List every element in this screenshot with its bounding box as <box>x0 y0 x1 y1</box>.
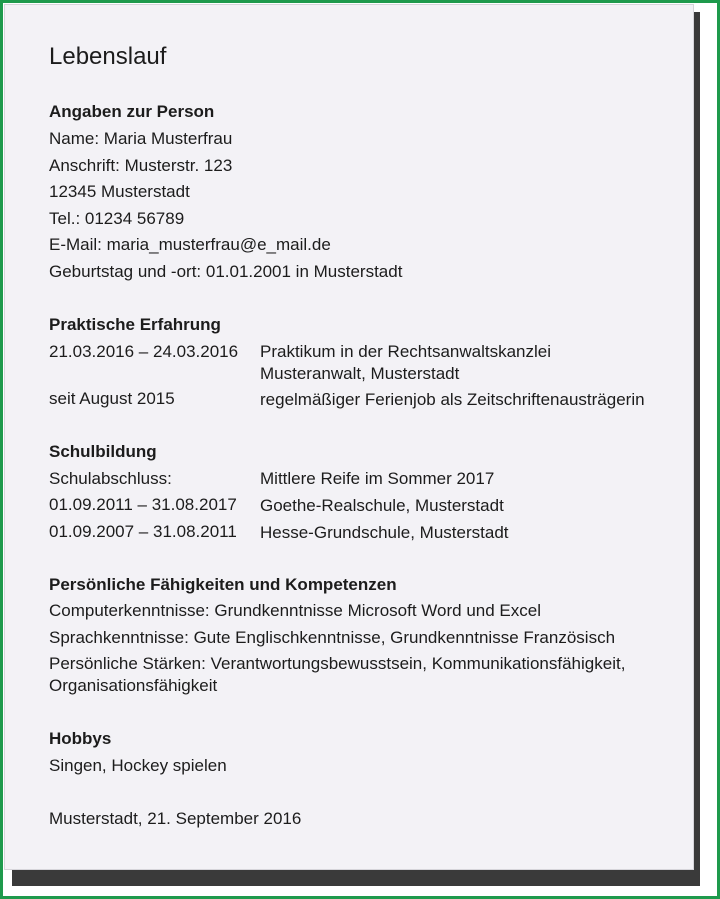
place-date-line: Musterstadt, 21. September 2016 <box>49 809 302 828</box>
personal-address: Anschrift: Musterstr. 123 <box>49 156 233 175</box>
hobbies-heading: Hobbys <box>49 729 112 748</box>
experience-date: 21.03.2016 – 24.03.2016 <box>49 342 239 361</box>
school-description: Goethe-Realschule, Musterstadt <box>260 496 504 515</box>
personal-phone: Tel.: 01234 56789 <box>49 209 185 228</box>
personal-heading: Angaben zur Person <box>49 102 215 121</box>
school-heading: Schulbildung <box>49 442 157 461</box>
experience-description-cont: Musteranwalt, Musterstadt <box>260 364 460 383</box>
school-date: 01.09.2011 – 31.08.2017 <box>49 495 237 514</box>
personal-city: 12345 Musterstadt <box>49 182 190 201</box>
skills-strengths-cont: Organisationsfähigkeit <box>49 676 218 695</box>
school-date: Schulabschluss: <box>49 469 172 488</box>
hobbies-text: Singen, Hockey spielen <box>49 756 227 775</box>
experience-date: seit August 2015 <box>49 389 175 408</box>
skills-heading: Persönliche Fähigkeiten und Kompetenzen <box>49 575 397 594</box>
page-title: Lebenslauf <box>49 43 167 70</box>
personal-birth: Geburtstag und -ort: 01.01.2001 in Musterstadt <box>49 262 403 281</box>
skills-languages: Sprachkenntnisse: Gute Englischkenntnisse, Grundkenntnisse Französisch <box>49 628 616 647</box>
skills-strengths: Persönliche Stärken: Verantwortungsbewusstsein, Kommunikationsfähigkeit, <box>49 654 626 673</box>
resume-document <box>4 4 694 870</box>
skills-computer: Computerkenntnisse: Grundkenntnisse Microsoft Word und Excel <box>49 601 541 620</box>
experience-heading: Praktische Erfahrung <box>49 315 221 334</box>
personal-name: Name: Maria Musterfrau <box>49 129 233 148</box>
school-description: Mittlere Reife im Sommer 2017 <box>260 469 495 488</box>
personal-email: E-Mail: maria_musterfrau@e_mail.de <box>49 235 331 254</box>
school-description: Hesse-Grundschule, Musterstadt <box>260 523 509 542</box>
experience-description: Praktikum in der Rechtsanwaltskanzlei <box>260 342 552 361</box>
experience-description: regelmäßiger Ferienjob als Zeitschriftenausträgerin <box>260 390 645 409</box>
school-date: 01.09.2007 – 31.08.2011 <box>49 522 237 541</box>
